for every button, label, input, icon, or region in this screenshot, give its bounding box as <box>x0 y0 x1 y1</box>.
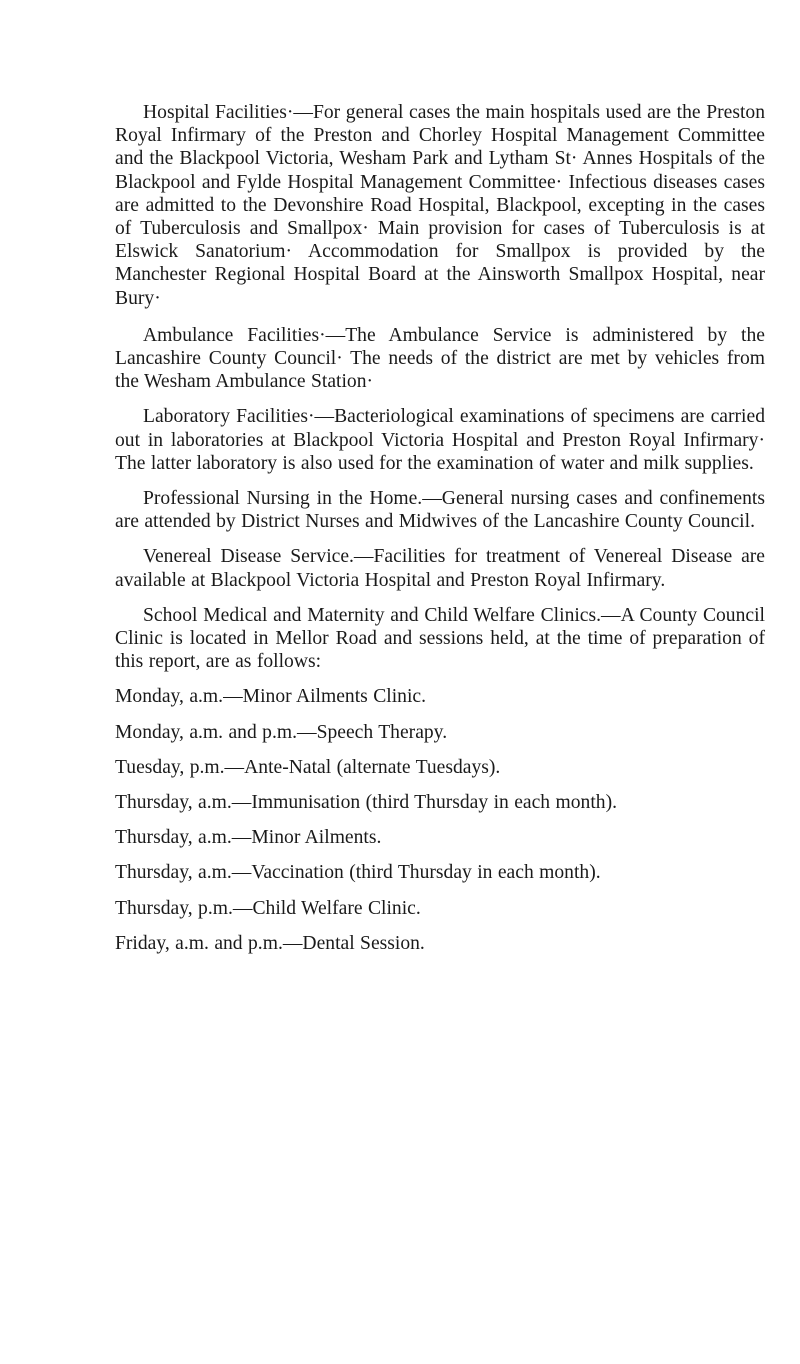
schedule-item: Monday, a.m.—Minor Ailments Clinic. <box>115 686 426 708</box>
paragraph-school-medical: School Medical and Maternity and Child Welfare Clinics.—A County Council Clinic is located in Mellor Road and sessions held, at the time of preparation of this report, are as follows: <box>115 604 765 673</box>
paragraph-venereal-disease: Venereal Disease Service.—Facilities for treatment of Venereal Disease are available at Blackpool Victoria Hospital and Preston Royal Infirmary. <box>115 546 765 591</box>
document-page <box>115 101 765 967</box>
paragraph-professional-nursing: Professional Nursing in the Home.—General nursing cases and confinements are attended by District Nurses and Midwives of the Lancashire County Council. <box>115 488 765 533</box>
schedule-item: Friday, a.m. and p.m.—Dental Session. <box>115 932 425 954</box>
schedule-item: Thursday, a.m.—Minor Ailments. <box>115 827 382 849</box>
paragraph-laboratory-facilities: Laboratory Facilities·—Bacteriological examinations of specimens are carried out in laboratories at Blackpool Victoria Hospital and Preston Royal Infirmary· The latter laboratory is also used for the examination of water and milk supplies. <box>115 406 765 474</box>
schedule-item: Tuesday, p.m.—Ante-Natal (alternate Tuesdays). <box>115 756 501 778</box>
schedule-item: Thursday, a.m.—Immunisation (third Thursday in each month). <box>115 792 617 814</box>
schedule-item: Thursday, p.m.—Child Welfare Clinic. <box>115 897 421 919</box>
schedule-item: Monday, a.m. and p.m.—Speech Therapy. <box>115 721 448 743</box>
paragraph-hospital-facilities: Hospital Facilities·—For general cases the main hospitals used are the Preston Royal Infirmary of the Preston and Chorley Hospital Management Committee and the Blackpool Victoria, Wesham Park and Lytham St· Annes Hospitals of the Blackpool and Fylde Hospital Management Committee· Infectious diseases cases are admitted to the Devonshire Road Hospital, Blackpool, excepting in the cases of Tuberculosis and Smallpox· Main provision for cases of Tuberculosis is at Elswick Sanatorium· Accommodation for Smallpox is provided by the Manchester Regional Hospital Board at the Ainsworth Smallpox Hospital, near Bury· <box>115 102 765 309</box>
clinic-schedule <box>115 685 765 954</box>
paragraph-ambulance-facilities: Ambulance Facilities·—The Ambulance Service is administered by the Lancashire County Council· The needs of the district are met by vehicles from the Wesham Ambulance Station· <box>115 324 765 393</box>
schedule-item: Thursday, a.m.—Vaccination (third Thursday in each month). <box>115 862 601 884</box>
